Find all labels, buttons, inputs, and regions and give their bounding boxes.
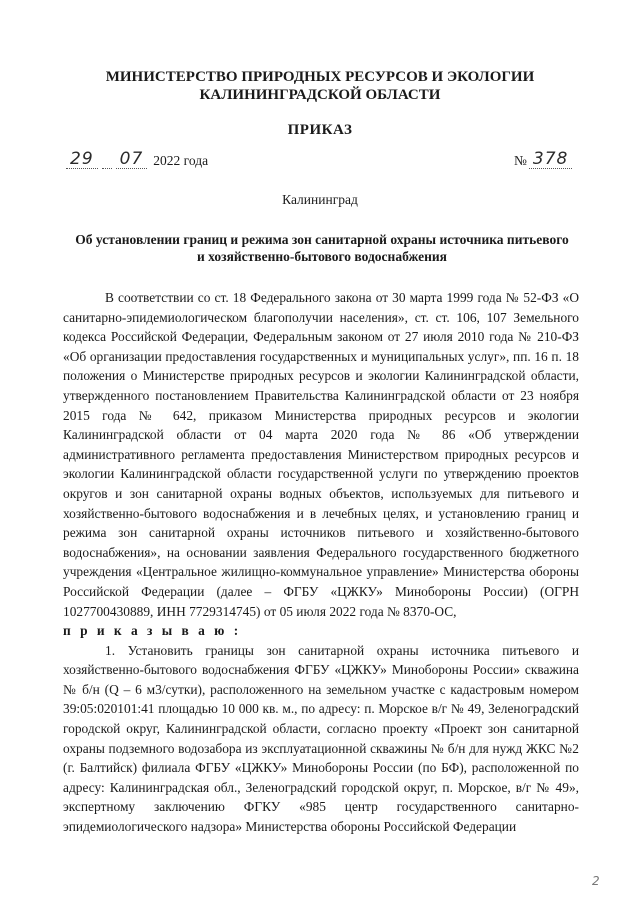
order-number	[514, 150, 572, 169]
order-body	[63, 288, 579, 837]
page-mark: 2	[592, 874, 600, 888]
city: Калининград	[282, 192, 358, 207]
order-subject	[64, 231, 580, 265]
order-date	[66, 150, 208, 169]
order-day: 29	[66, 150, 98, 169]
order-year: 2022 года	[153, 153, 209, 168]
order-number-prefix: №	[514, 153, 527, 168]
order-title: ПРИКАЗ	[287, 122, 353, 138]
ministry-line-2: КАЛИНИНГРАДСКОЙ ОБЛАСТИ	[199, 87, 441, 103]
item-1-paragraph: 1. Установить границы зон санитарной охраны источника питьевого и хозяйственно-бытового водоснабжения ФГБУ «ЦЖКУ» Минобороны России» скважина № б/н (Q – 6 м3/сутки), расположенного на земельном участке с кадастровым номером 39:05:020101:41 площадью 10 000 кв. м., по адресу: п. Морское в/г № 49, Зеленоградский городской округ, Калининградской области, согласно проекту «Проект зон санитарной охраны подземного водозабора из эксплуатационной скважины № б/н для нужд ЖКС №2 (г. Балтийск) филиала ФГБУ «ЦЖКУ» Минобороны России (по БФ), расположенной по адресу: Калининградская обл., Зеленоградский городской округ, п. Морское, в/г № 49», экспертному заключению ФГКУ «985 центр государственного санитарно-эпидемиологического надзора» Министерства обороны Российской Федерации	[63, 642, 579, 835]
ministry-name	[60, 68, 580, 104]
subject-line-1: Об установлении границ и режима зон санитарной охраны источника питьевого	[75, 232, 569, 247]
ministry-line-1: МИНИСТЕРСТВО ПРИРОДНЫХ РЕСУРСОВ И ЭКОЛОГИИ	[105, 69, 535, 85]
order-number-value: 378	[529, 150, 572, 169]
subject-line-2: и хозяйственно-бытового водоснабжения	[197, 249, 447, 264]
date-separator	[102, 167, 112, 169]
preamble-paragraph: В соответствии со ст. 18 Федерального закона от 30 марта 1999 года № 52-ФЗ «О санитарно-эпидемиологическом благополучии населения», ст. ст. 106, 107 Земельного кодекса Российской Федерации, Федеральным законом от 27 июля 2010 года № 210-ФЗ «Об организации предоставления государственных и муниципальных услуг», пп. 16 п. 18 положения о Министерстве природных ресурсов и экологии Калининградской области, утвержденного постановлением Правительства Калининградской области от 23 ноября 2015 года № 642, приказом Министерства природных ресурсов и экологии Калининградской области от 04 марта 2020 года № 86 «Об утверждении административного регламента предоставления Министерством природных ресурсов и экологии Калининградской области государственной услуги по утверждению проектов округов и зон санитарной охраны водных объектов, используемых для питьевого и хозяйственно-бытового водоснабжения и в лечебных целях, и установлению границ и режима зон санитарной охраны источников питьевого и хозяйственно-бытового водоснабжения», на основании заявления Федерального государственного бюджетного учреждения «Центральное жилищно-коммунальное управление» Министерства обороны Российской Федерации (далее – ФГБУ «ЦЖКУ» Минобороны России) (ОГРН 1027700430889, ИНН 7729314745) от 05 июля 2022 года № 8370-ОС,	[63, 290, 579, 619]
order-month: 07	[116, 150, 148, 169]
decree-word: п р и к а з ы в а ю :	[63, 623, 242, 639]
